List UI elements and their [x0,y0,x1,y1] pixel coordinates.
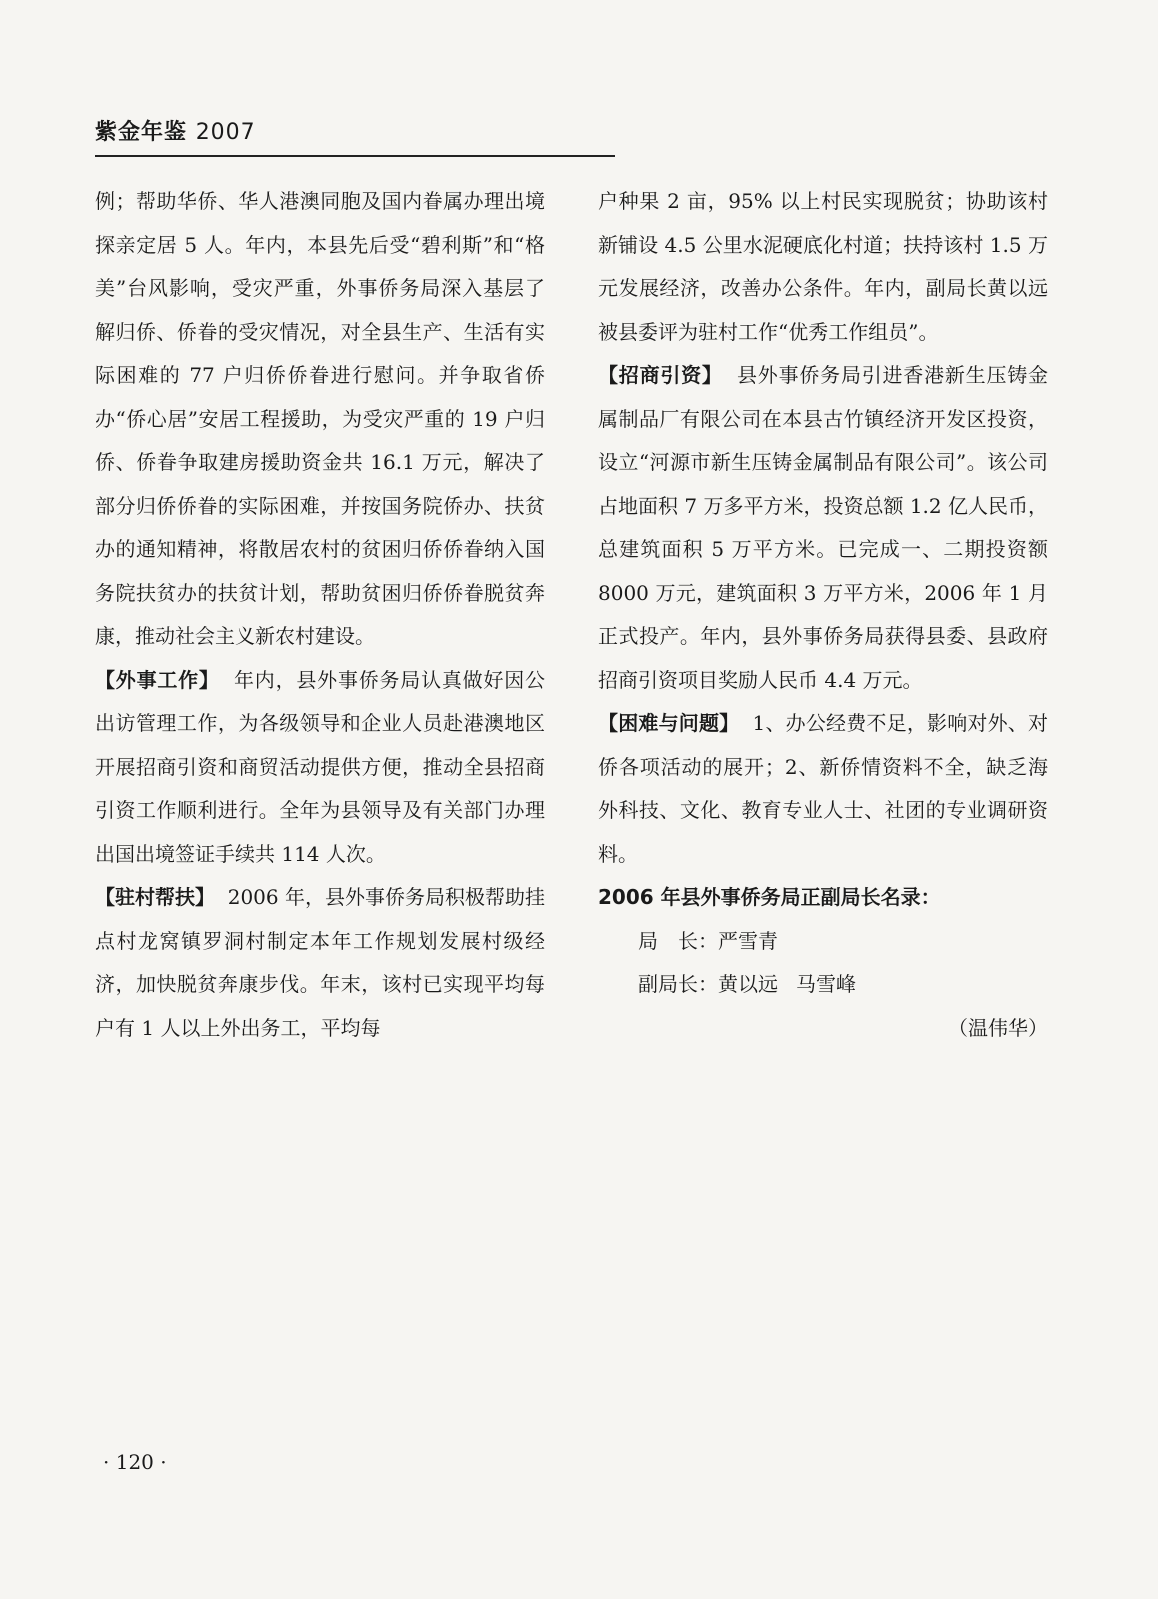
section-title: 【招商引资】 [598,363,723,387]
section-investment [598,354,1048,702]
roster-title: 2006 年县外事侨务局正副局长名录： [598,885,941,909]
section-difficulties [598,702,1048,876]
section-body: 年内，县外事侨务局认真做好因公出访管理工作，为各级领导和企业人员赴港澳地区开展招商引资和商贸活动提供方便，推动全县招商引资工作顺利进行。全年为县领导及有关部门办理出国出境签证手续共 114 人次。 [95,667,546,866]
continued-paragraph: 例；帮助华侨、华人港澳同胞及国内眷属办理出境探亲定居 5 人。年内，本县先后受“碧利斯”和“格美”台风影响，受灾严重，外事侨务局深入基层了解归侨、侨眷的受灾情况，对全县生产、生活有实际困难的 77 户归侨侨眷进行慰问。并争取省侨办“侨心居”安居工程援助，为受灾严重的 19 户归侨、侨眷争取建房援助资金共 16.1 万元，解决了部分归侨侨眷的实际困难，并按国务院侨办、扶贫办的通知精神，将散居农村的贫困归侨侨眷纳入国务院扶贫办的扶贫计划，帮助贫困归侨侨眷脱贫奔康，推动社会主义新农村建设。 [95,189,545,648]
roster-name: 黄以远 [718,972,778,996]
page-number: · 120 · [103,1450,167,1474]
running-header [95,115,256,146]
roster-label: 副局长： [638,972,718,996]
roster-name: 严雪青 [718,928,778,953]
roster-deputies [598,963,1048,1007]
roster-label: 局 长： [638,928,718,953]
section-body: 2006 年，县外事侨务局积极帮助挂点村龙窝镇罗洞村制定本年工作规划发展村级经济，加快脱贫奔康步伐。年末，该村已实现平均每户有 1 人以上外出务工，平均每 [95,885,545,1040]
author-credit: （温伟华） [948,1015,1048,1040]
section-title: 【外事工作】 [95,667,220,692]
section-title: 【困难与问题】 [598,711,740,735]
roster-name: 马雪峰 [796,972,856,996]
book-year: 2007 [195,120,256,145]
left-column [95,180,545,1050]
section-title: 【驻村帮扶】 [95,885,216,909]
section-village-aid [95,876,545,1050]
section-foreign-affairs [95,659,545,877]
section-body: 县外事侨务局引进香港新生压铸金属制品厂有限公司在本县古竹镇经济开发区投资，设立“河源市新生压铸金属制品有限公司”。该公司占地面积 7 万多平方米，投资总额 1.2 亿人民币，总建筑面积 5 万平方米。已完成一、二期投资额 8000 万元，建筑面积 3 万平方米，2006 年 1 月正式投产。年内，县外事侨务局获得县委、县政府招商引资项目奖励人民币 4.4 万元。 [598,363,1049,692]
roster-director [598,920,1048,964]
section-body: 1、办公经费不足，影响对外、对侨各项活动的展开；2、新侨情资料不全，缺乏海外科技、文化、教育专业人士、社团的专业调研资料。 [598,711,1049,866]
header-rule [95,155,615,157]
book-title: 紫金年鉴 [95,120,188,145]
right-column [598,180,1048,1050]
continued-paragraph: 户种果 2 亩，95% 以上村民实现脱贫；协助该村新铺设 4.5 公里水泥硬底化村道；扶持该村 1.5 万元发展经济，改善办公条件。年内，副局长黄以远被县委评为驻村工作“优秀工作组员”。 [598,189,1048,344]
